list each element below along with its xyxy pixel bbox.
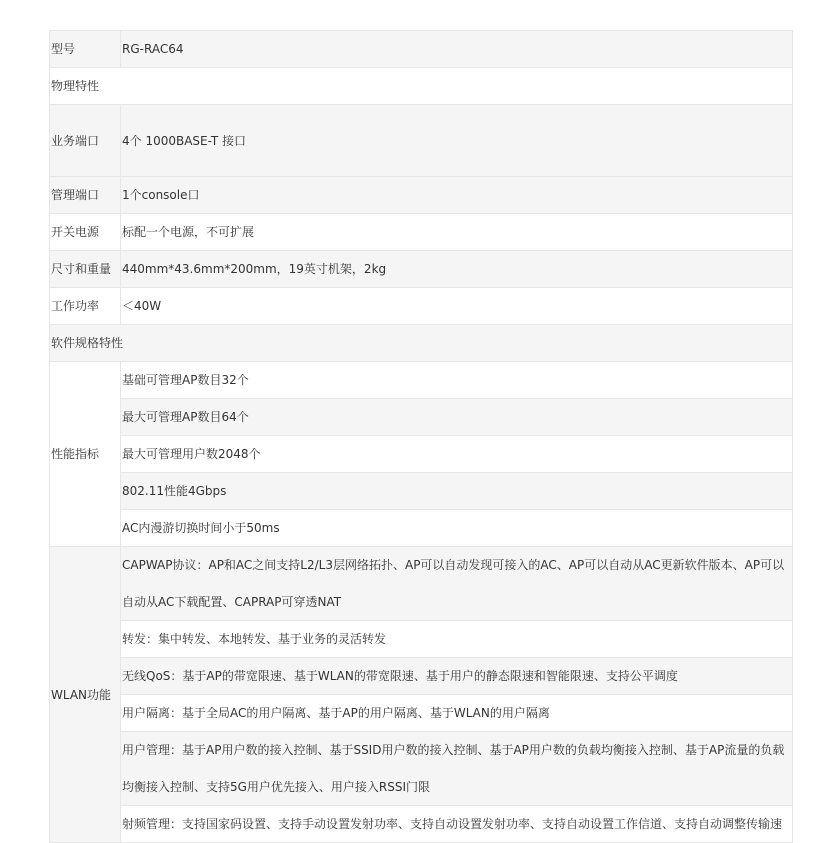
size-label: 尺寸和重量 xyxy=(50,251,121,288)
table-row xyxy=(50,510,793,547)
software-section-header: 软件规格特性 xyxy=(50,325,793,362)
table-row-model xyxy=(50,31,793,68)
table-row xyxy=(50,436,793,473)
wlan-item: 用户管理：基于AP用户数的接入控制、基于SSID用户数的接入控制、基于AP用户数的负载均衡接入控制、基于AP流量的负载均衡接入控制、支持5G用户优先接入、用户接入RSSI门限 xyxy=(121,732,793,806)
table-row-service-port xyxy=(50,105,793,177)
performance-label: 性能指标 xyxy=(50,362,121,547)
mgmt-port-label: 管理端口 xyxy=(50,177,121,214)
table-row xyxy=(50,362,793,399)
service-port-label: 业务端口 xyxy=(50,105,121,177)
performance-item: 最大可管理AP数目64个 xyxy=(121,399,793,436)
table-row xyxy=(50,547,793,621)
table-row xyxy=(50,806,793,843)
table-row-power xyxy=(50,214,793,251)
power-consumption-label: 工作功率 xyxy=(50,288,121,325)
table-row-power-consumption xyxy=(50,288,793,325)
table-row xyxy=(50,658,793,695)
table-row xyxy=(50,621,793,658)
table-row-size xyxy=(50,251,793,288)
table-row xyxy=(50,695,793,732)
power-consumption-value: ＜40W xyxy=(121,288,793,325)
table-row xyxy=(50,473,793,510)
performance-item: 802.11性能4Gbps xyxy=(121,473,793,510)
table-row xyxy=(50,399,793,436)
service-port-value: 4个 1000BASE-T 接口 xyxy=(121,105,793,177)
performance-item: 基础可管理AP数目32个 xyxy=(121,362,793,399)
mgmt-port-value: 1个console口 xyxy=(121,177,793,214)
table-row-software-section xyxy=(50,325,793,362)
wlan-item: 无线QoS：基于AP的带宽限速、基于WLAN的带宽限速、基于用户的静态限速和智能限速、支持公平调度 xyxy=(121,658,793,695)
table-row-mgmt-port xyxy=(50,177,793,214)
size-value: 440mm*43.6mm*200mm，19英寸机架，2kg xyxy=(121,251,793,288)
model-label: 型号 xyxy=(50,31,121,68)
wlan-item: CAPWAP协议：AP和AC之间支持L2/L3层网络拓扑、AP可以自动发现可接入的AC、AP可以自动从AC更新软件版本、AP可以自动从AC下载配置、CAPRAP可穿透NAT xyxy=(121,547,793,621)
table-row-physical-section xyxy=(50,68,793,105)
performance-item: AC内漫游切换时间小于50ms xyxy=(121,510,793,547)
wlan-item: 射频管理：支持国家码设置、支持手动设置发射功率、支持自动设置发射功率、支持自动设置工作信道、支持自动调整传输速 xyxy=(121,806,793,843)
physical-section-header: 物理特性 xyxy=(50,68,793,105)
table-row xyxy=(50,732,793,806)
spec-table xyxy=(49,30,793,843)
power-value: 标配一个电源，不可扩展 xyxy=(121,214,793,251)
wlan-item: 转发：集中转发、本地转发、基于业务的灵活转发 xyxy=(121,621,793,658)
performance-item: 最大可管理用户数2048个 xyxy=(121,436,793,473)
wlan-item: 用户隔离：基于全局AC的用户隔离、基于AP的用户隔离、基于WLAN的用户隔离 xyxy=(121,695,793,732)
model-value: RG-RAC64 xyxy=(121,31,793,68)
power-label: 开关电源 xyxy=(50,214,121,251)
wlan-label: WLAN功能 xyxy=(50,547,121,843)
